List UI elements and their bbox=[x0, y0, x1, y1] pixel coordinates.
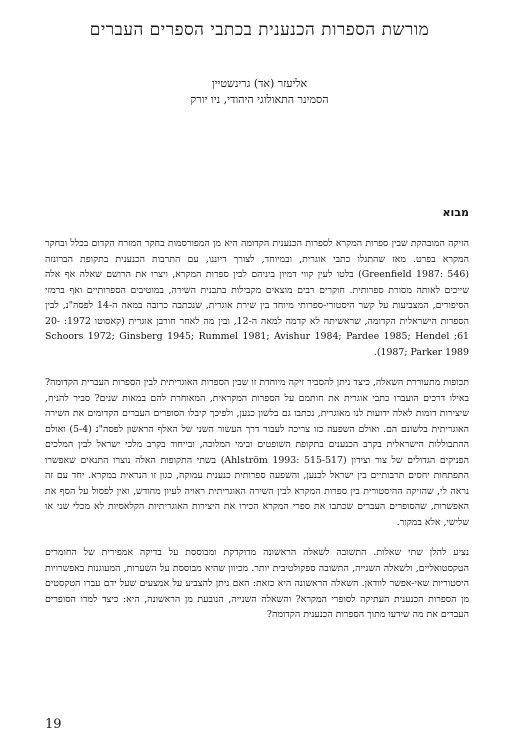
byline bbox=[30, 76, 489, 108]
page-number: 19 bbox=[45, 717, 62, 732]
author-affiliation: הסמינר התאולוגי היהודי, ניו יורק bbox=[190, 93, 329, 106]
paragraph-1: הזיקה המובהקת שבין ספרות המקרא לספרות הכנענית הקדומה היא מן המפורסמות בחקר המזרח הקדום בכלל ובחקר המקרא בפרט. מאז שהתגלו כתבי אוגרית, ובמיוחד, לצורך דיוננו, עם התרבות הכנענית בתקופת הברונזה (Greenfield 1987: 546) בלטו לעין קווי דמיון ביניהם לבין ספרות המקרא, ויצרו את הרושם שאלה אף אלה שייכים לאותה מסורת ספרותית. חוקרים רבים מוצאים מקבילות בתבנית השירה, במוטיבים הספרותיים ואף ברמזי הסיפורים, המצביעות על קשר היסטורי-ספרותי מיוחד בין שירת אוגרית, שנכתבה כרובה במאה ה-14 לפסה"נ, לבין הספרות הישראלית הקדומה, שראשיתה לא קדמה למאה ה-12, ובין מה לאחר חורבן אוגרית (קאסוטו 1972: 20-61; Schoors 1972; Ginsberg 1945; Rummel 1981; Avishur 1984; Pardee 1985; Hendel 1987; Parker 1989). bbox=[45, 238, 470, 358]
author-name: אליעזר (אד) גרינשטיין bbox=[211, 77, 308, 90]
section-heading: מבוא bbox=[442, 206, 469, 219]
article-title: מורשת הספרות הכנענית בכתבי הספרים העברים bbox=[89, 20, 430, 40]
paragraph-3: נציע להלן שתי שאלות. התשובה לשאלה הראשונה מדוקדקת ומבוססת על בדיקה אמפירית של החומרים הטקסטואליים, ולשאלה השנייה, התשובה ספקולטיבית יותר. מכיוון שהיא מבוססת על השערות, המעוגנות באפשרויות היסטוריות שאי-אפשר לוודאן. השאלה הראשונה היא כזאת: האם ניתן להצביע על אמצעים שעל ידם עברו הטקסטים מן הספרות הכנענית העתיקה לסופרי המקרא? והשאלה השנייה, הנובעת מן הראשונה, היא: כיצד למדו הסופרים העברים את מה שידעו מתוך הספרות הכנענית הקדומה? bbox=[45, 547, 469, 620]
paragraph-2: תכופות מתעוררת השאלה, כיצד ניתן להסביר זיקה מיוחדת זו שבין הספרות האוגריתית לבין הספרות העברית הקדומה? באילו דרכים הועברו כתבי אוגרית את חותמם על הספרות המקראית, המאוחרת להם במאות שנים? סביר להניח, שיצירות דומות לאלה ידועות לנו מאוגרית, נכתבו גם בלשון כנען, ולפיכך קיבלו הסופרים העברים הקדומים את השירה האוגריתית בלשונם הם. ואולם השפעה כזו צריכה לעבור דרך העשור השני של האלף הראשון לפסה"נ (5-4) ואולם ההתבוללות הישראלית בקרב הכנענים בתקופת השופטים ובימי המלוכה, ובייחוד בקרב מלכי ישראל לבין המלכים הפניקים הגדולים של צור וצידון (Ahlström 1993: 515-517) בשתי התקופות האלה נוצרו התנאים שאפשרו התפתחות יחסים תרבותיים בין ישראל לכנען, והשפעה ספרותית כנענית עמוקה, כגון זו הנראית במקרא. יחד עם זה נראה לי, שהזיקה ההיסטורית בין ספרות המקרא לבין השירה האוגריתית ראויה לעיון מחודש, ואין לפסול על הסף את האפשרות, שהסופרים העברים שכתבו את ספרי המקרא הכירו את היצירות האוגריתיות הקלאסיות לא מכלי שני או שלישי, אלא במקור. bbox=[45, 377, 470, 528]
article-body bbox=[45, 236, 469, 638]
